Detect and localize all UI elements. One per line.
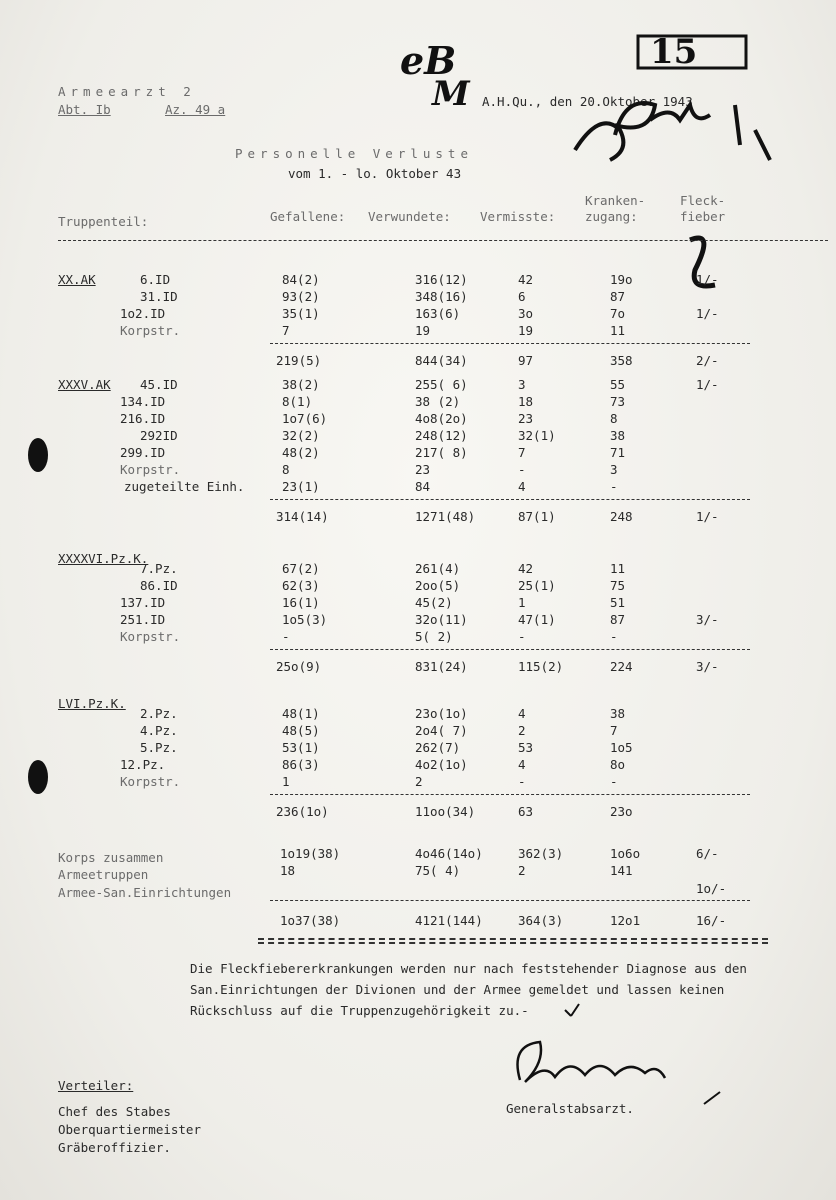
cell-missing: 2: [518, 723, 526, 738]
unit-label: 12.Pz.: [120, 757, 166, 772]
unit-label: 86.ID: [140, 578, 178, 593]
total-killed: 219(5): [276, 353, 322, 368]
cell-missing: 3: [518, 377, 526, 392]
total-typhus: 1/-: [696, 509, 719, 524]
cell-missing: -: [518, 629, 526, 644]
cell-missing: 19: [518, 323, 534, 338]
cell-wounded: 261(4): [415, 561, 461, 576]
summary-label: Armeetruppen: [58, 867, 149, 882]
summary-missing: 2: [518, 863, 526, 878]
unit-label: 1o2.ID: [120, 306, 166, 321]
distribution-heading: Verteiler:: [58, 1078, 134, 1093]
handwritten-mark: M: [432, 74, 470, 114]
subtotal-rule: [270, 343, 750, 344]
cell-wounded: 163(6): [415, 306, 461, 321]
distribution-item: Gräberoffizier.: [58, 1140, 171, 1155]
summary-typhus: 1o/-: [696, 881, 727, 896]
cell-killed: 8: [282, 462, 290, 477]
reference-number: Az. 49 a: [165, 102, 226, 117]
total-missing: 87(1): [518, 509, 556, 524]
cell-sick: 55: [610, 377, 626, 392]
col-header-wounded: Verwundete:: [368, 209, 451, 224]
cell-missing: 4: [518, 757, 526, 772]
cell-sick: 51: [610, 595, 626, 610]
distribution-item: Oberquartiermeister: [58, 1122, 201, 1137]
summary-label: Armee-San.Einrichtungen: [58, 885, 232, 900]
cell-wounded: 255( 6): [415, 377, 468, 392]
cell-wounded: 2oo(5): [415, 578, 461, 593]
cell-killed: 32(2): [282, 428, 320, 443]
grand-total-killed: 1o37(38): [280, 913, 341, 928]
unit-label: 251.ID: [120, 612, 166, 627]
unit-label: 6.ID: [140, 272, 171, 287]
cell-wounded: 4o2(1o): [415, 757, 468, 772]
note-line-1: Die Fleckfiebererkrankungen werden nur nach feststehender Diagnose aus den: [190, 961, 747, 976]
cell-killed: 1o5(3): [282, 612, 328, 627]
header-rule: [58, 240, 828, 241]
unit-label: zugeteilte Einh.: [124, 479, 245, 494]
summary-missing: 362(3): [518, 846, 564, 861]
cell-sick: 11: [610, 561, 626, 576]
issuing-office: Armeearzt 2: [58, 84, 196, 99]
summary-wounded: 4o46(14o): [415, 846, 483, 861]
note-line-3: Rückschluss auf die Truppenzugehörigkeit zu.-: [190, 1003, 529, 1018]
unit-label: 299.ID: [120, 445, 166, 460]
handwritten-initials: eB: [400, 38, 457, 83]
cell-sick: 1o5: [610, 740, 633, 755]
cell-sick: 38: [610, 706, 626, 721]
cell-missing: -: [518, 774, 526, 789]
cell-missing: 7: [518, 445, 526, 460]
unit-label: 45.ID: [140, 377, 178, 392]
summary-killed: 18: [280, 863, 296, 878]
cell-sick: 73: [610, 394, 626, 409]
cell-typhus: 1/-: [696, 272, 719, 287]
corps-name: LVI.Pz.K.: [58, 696, 126, 711]
report-period: vom 1. - lo. Oktober 43: [288, 166, 462, 181]
total-missing: 97: [518, 353, 534, 368]
unit-label: 7.Pz.: [140, 561, 178, 576]
cell-killed: 1: [282, 774, 290, 789]
unit-label: Korpstr.: [120, 774, 181, 789]
summary-typhus: 6/-: [696, 846, 719, 861]
cell-killed: 67(2): [282, 561, 320, 576]
cell-killed: 38(2): [282, 377, 320, 392]
col-header-killed: Gefallene:: [270, 209, 346, 224]
cell-wounded: 316(12): [415, 272, 468, 287]
cell-wounded: 19: [415, 323, 431, 338]
unit-label: 216.ID: [120, 411, 166, 426]
cell-missing: -: [518, 462, 526, 477]
cell-wounded: 23o(1o): [415, 706, 468, 721]
cell-wounded: 32o(11): [415, 612, 468, 627]
unit-label: 4.Pz.: [140, 723, 178, 738]
corps-name: XXXXVI.Pz.K.: [58, 551, 149, 566]
cell-killed: 48(1): [282, 706, 320, 721]
cell-missing: 18: [518, 394, 534, 409]
cell-sick: 3: [610, 462, 618, 477]
unit-label: Korpstr.: [120, 629, 181, 644]
cell-missing: 53: [518, 740, 534, 755]
cell-sick: -: [610, 629, 618, 644]
page-number: 15: [650, 32, 698, 72]
unit-label: Korpstr.: [120, 323, 181, 338]
col-header-sick: Kranken- zugang:: [585, 193, 646, 224]
summary-sick: 1o6o: [610, 846, 641, 861]
cell-sick: 75: [610, 578, 626, 593]
cell-wounded: 348(16): [415, 289, 468, 304]
total-sick: 23o: [610, 804, 633, 819]
double-rule: [258, 938, 768, 940]
cell-wounded: 45(2): [415, 595, 453, 610]
corps-name: XX.AK: [58, 272, 96, 287]
grand-total-wounded: 4121(144): [415, 913, 483, 928]
grand-total-rule: [270, 900, 750, 901]
total-sick: 224: [610, 659, 633, 674]
grand-total-missing: 364(3): [518, 913, 564, 928]
cell-sick: 7: [610, 723, 618, 738]
cell-missing: 42: [518, 272, 534, 287]
cell-sick: 19o: [610, 272, 633, 287]
summary-sick: 141: [610, 863, 633, 878]
cell-missing: 6: [518, 289, 526, 304]
cell-missing: 23: [518, 411, 534, 426]
document-title: Personelle Verluste: [235, 146, 473, 161]
cell-wounded: 2o4( 7): [415, 723, 468, 738]
total-missing: 115(2): [518, 659, 564, 674]
total-wounded: 1271(48): [415, 509, 476, 524]
total-typhus: 2/-: [696, 353, 719, 368]
cell-missing: 4: [518, 706, 526, 721]
double-rule: [258, 942, 768, 944]
distribution-item: Chef des Stabes: [58, 1104, 171, 1119]
cell-killed: 48(2): [282, 445, 320, 460]
cell-missing: 25(1): [518, 578, 556, 593]
cell-sick: 87: [610, 612, 626, 627]
summary-label: Korps zusammen: [58, 850, 164, 865]
cell-killed: 53(1): [282, 740, 320, 755]
cell-killed: 84(2): [282, 272, 320, 287]
col-header-typhus: Fleck- fieber: [680, 193, 726, 224]
total-killed: 236(1o): [276, 804, 329, 819]
cell-typhus: 1/-: [696, 306, 719, 321]
cell-killed: 86(3): [282, 757, 320, 772]
cell-wounded: 217( 8): [415, 445, 468, 460]
cell-killed: 62(3): [282, 578, 320, 593]
cell-missing: 3o: [518, 306, 534, 321]
subtotal-rule: [270, 794, 750, 795]
total-missing: 63: [518, 804, 534, 819]
unit-label: 31.ID: [140, 289, 178, 304]
total-killed: 25o(9): [276, 659, 322, 674]
cell-sick: 8o: [610, 757, 626, 772]
total-typhus: 3/-: [696, 659, 719, 674]
summary-wounded: 75( 4): [415, 863, 461, 878]
cell-wounded: 84: [415, 479, 431, 494]
unit-label: 134.ID: [120, 394, 166, 409]
cell-sick: 11: [610, 323, 626, 338]
cell-wounded: 262(7): [415, 740, 461, 755]
cell-killed: 93(2): [282, 289, 320, 304]
cell-killed: 1o7(6): [282, 411, 328, 426]
cell-sick: 8: [610, 411, 618, 426]
cell-killed: 8(1): [282, 394, 313, 409]
cell-killed: 23(1): [282, 479, 320, 494]
total-killed: 314(14): [276, 509, 329, 524]
total-sick: 248: [610, 509, 633, 524]
cell-sick: 71: [610, 445, 626, 460]
total-wounded: 831(24): [415, 659, 468, 674]
cell-missing: 32(1): [518, 428, 556, 443]
cell-killed: -: [282, 629, 290, 644]
cell-wounded: 4o8(2o): [415, 411, 468, 426]
unit-label: 2.Pz.: [140, 706, 178, 721]
cell-wounded: 38 (2): [415, 394, 461, 409]
col-header-missing: Vermisste:: [480, 209, 556, 224]
cell-wounded: 2: [415, 774, 423, 789]
cell-sick: -: [610, 774, 618, 789]
cell-killed: 48(5): [282, 723, 320, 738]
corps-name: XXXV.AK: [58, 377, 111, 392]
total-wounded: 844(34): [415, 353, 468, 368]
cell-sick: 7o: [610, 306, 626, 321]
cell-missing: 47(1): [518, 612, 556, 627]
signatory-title: Generalstabsarzt.: [506, 1101, 634, 1116]
cell-killed: 7: [282, 323, 290, 338]
unit-label: 5.Pz.: [140, 740, 178, 755]
cell-killed: 16(1): [282, 595, 320, 610]
cell-sick: -: [610, 479, 618, 494]
subtotal-rule: [270, 649, 750, 650]
cell-typhus: 1/-: [696, 377, 719, 392]
place-date: A.H.Qu., den 20.Oktober 1943: [482, 94, 693, 109]
department: Abt. Ib: [58, 102, 111, 117]
cell-typhus: 3/-: [696, 612, 719, 627]
grand-total-sick: 12o1: [610, 913, 641, 928]
unit-label: 137.ID: [120, 595, 166, 610]
unit-label: Korpstr.: [120, 462, 181, 477]
cell-missing: 4: [518, 479, 526, 494]
cell-killed: 35(1): [282, 306, 320, 321]
note-line-2: San.Einrichtungen der Divionen und der Armee gemeldet und lassen keinen: [190, 982, 725, 997]
cell-sick: 87: [610, 289, 626, 304]
grand-total-typhus: 16/-: [696, 913, 727, 928]
unit-label: 292ID: [140, 428, 178, 443]
summary-killed: 1o19(38): [280, 846, 341, 861]
cell-wounded: 5( 2): [415, 629, 453, 644]
cell-wounded: 248(12): [415, 428, 468, 443]
total-sick: 358: [610, 353, 633, 368]
cell-sick: 38: [610, 428, 626, 443]
cell-missing: 1: [518, 595, 526, 610]
total-wounded: 11oo(34): [415, 804, 476, 819]
cell-missing: 42: [518, 561, 534, 576]
col-header-unit: Truppenteil:: [58, 214, 149, 229]
subtotal-rule: [270, 499, 750, 500]
cell-wounded: 23: [415, 462, 431, 477]
